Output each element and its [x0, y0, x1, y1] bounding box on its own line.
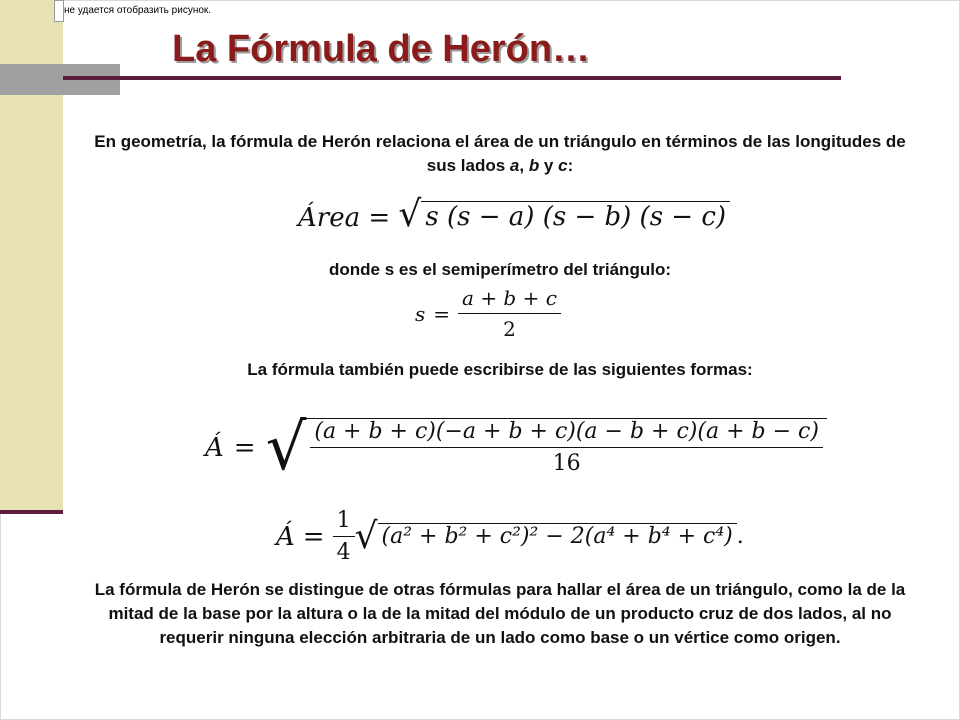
- side-bar-underline: [0, 510, 63, 514]
- alt2-coefficient: [333, 508, 355, 565]
- s-fraction: [458, 286, 561, 341]
- intro-sep-1: ,: [519, 156, 529, 175]
- semiperimeter-label: donde s es el semiperímetro del triángulo:: [329, 260, 671, 279]
- area-radicand: s (s − a) (s − b) (s − c): [421, 201, 730, 232]
- radical-sign-icon: √: [265, 411, 307, 485]
- intro-sep-2: y: [539, 156, 559, 175]
- side-a: a: [509, 156, 520, 175]
- broken-image-text: не удается отобразить рисунок.: [64, 5, 212, 16]
- title-underline: [63, 76, 841, 80]
- alt1-equals: =: [233, 433, 256, 463]
- slide-title: La Fórmula de Herón…: [172, 28, 591, 70]
- formula-semiperimeter: [415, 286, 561, 341]
- s-numerator: a + b + c: [462, 286, 557, 310]
- alt1-radical: [266, 408, 827, 488]
- s-lhs: s: [415, 301, 426, 326]
- alt1-denominator: 16: [310, 447, 823, 476]
- side-c: c: [558, 156, 568, 175]
- closing-paragraph: La fórmula de Herón se distingue de otras fórmulas para hallar el área de un triángulo, como la de la mitad de la base por la altura o la de la mitad del módulo de un producto cruz de dos lados, al no requerir ninguna elección arbitraria de un lado como base o un vértice como origen.: [94, 580, 906, 647]
- alt1-lhs: Á: [205, 433, 224, 463]
- radical-sign-icon: √: [354, 515, 378, 557]
- alt2-coef-num: 1: [336, 508, 351, 533]
- alt2-coef-den: 4: [333, 536, 355, 565]
- alt1-fraction: [310, 419, 823, 476]
- alt1-numerator: (a + b + c)(−a + b + c)(a − b + c)(a + b − c): [314, 419, 819, 444]
- intro-paragraph: [90, 130, 910, 178]
- s-equals: =: [433, 301, 451, 326]
- alt2-equals: =: [302, 521, 325, 552]
- formula-alt-2: [276, 508, 744, 565]
- s-denominator: 2: [458, 313, 561, 341]
- alt2-radicand: (a² + b² + c²)² − 2(a⁴ + b⁴ + c⁴): [378, 523, 737, 549]
- alt-forms-label: La fórmula también puede escribirse de las siguientes formas:: [247, 360, 753, 379]
- formula-alt-1: [205, 408, 827, 488]
- radical-sign-icon: √: [398, 194, 422, 235]
- formula-area: [298, 196, 730, 234]
- area-equals: =: [368, 203, 391, 233]
- side-b: b: [528, 156, 540, 175]
- intro-end: :: [567, 156, 574, 175]
- area-lhs: Área: [298, 203, 361, 233]
- area-radical: [398, 196, 730, 234]
- alt2-radical: [355, 517, 737, 557]
- intro-text: En geometría, la fórmula de Herón relaciona el área de un triángulo en términos de las longitudes de sus lados: [94, 132, 906, 175]
- broken-image-icon: [54, 0, 64, 22]
- alt2-lhs: Á: [276, 521, 295, 552]
- alt2-end: .: [736, 524, 744, 549]
- alt1-radicand: [306, 418, 827, 476]
